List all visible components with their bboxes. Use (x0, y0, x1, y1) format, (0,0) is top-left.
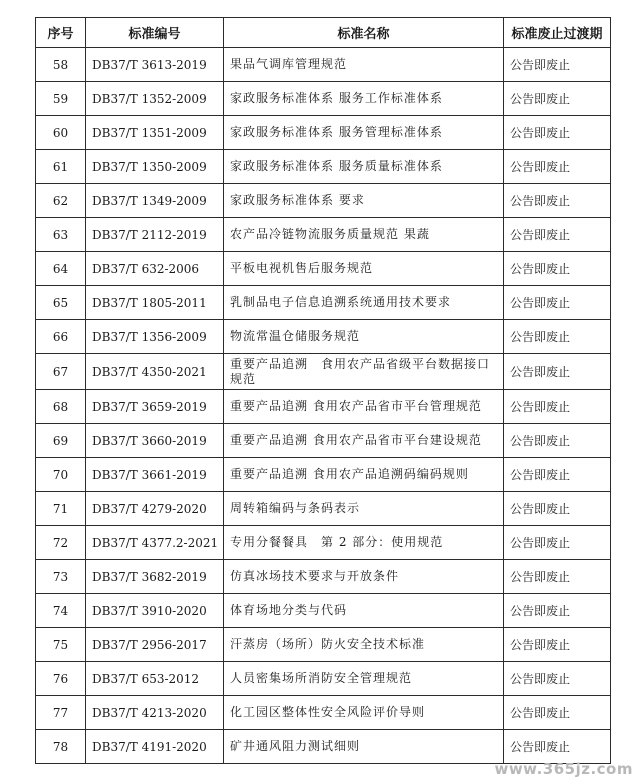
transition-period-cell: 公告即废止 (504, 458, 611, 492)
serial-number-cell: 64 (36, 252, 86, 286)
standard-name-cell: 周转箱编码与条码表示 (224, 492, 504, 526)
header-standard-code: 标准编号 (86, 18, 224, 48)
serial-number-cell: 76 (36, 662, 86, 696)
standard-code-cell: DB37/T 1351-2009 (86, 116, 224, 150)
standard-code-cell: DB37/T 3660-2019 (86, 424, 224, 458)
serial-number-cell: 75 (36, 628, 86, 662)
serial-number-cell: 58 (36, 48, 86, 82)
transition-period-cell: 公告即废止 (504, 218, 611, 252)
standard-code-cell: DB37/T 2956-2017 (86, 628, 224, 662)
transition-period-cell: 公告即废止 (504, 730, 611, 764)
table-row (36, 82, 611, 116)
table-row (36, 286, 611, 320)
serial-number-cell: 62 (36, 184, 86, 218)
table-row (36, 696, 611, 730)
standard-name-cell: 重要产品追溯 食用农产品追溯码编码规则 (224, 458, 504, 492)
table-row (36, 48, 611, 82)
transition-period-cell: 公告即废止 (504, 492, 611, 526)
serial-number-cell: 63 (36, 218, 86, 252)
transition-period-cell: 公告即废止 (504, 424, 611, 458)
standard-code-cell: DB37/T 4279-2020 (86, 492, 224, 526)
standard-code-cell: DB37/T 632-2006 (86, 252, 224, 286)
table-row (36, 218, 611, 252)
serial-number-cell: 74 (36, 594, 86, 628)
standard-name-cell: 家政服务标准体系 服务工作标准体系 (224, 82, 504, 116)
table-row (36, 628, 611, 662)
transition-period-cell: 公告即废止 (504, 354, 611, 390)
standard-code-cell: DB37/T 1352-2009 (86, 82, 224, 116)
table-row (36, 390, 611, 424)
standard-name-cell: 重要产品追溯 食用农产品省市平台建设规范 (224, 424, 504, 458)
standard-name-cell: 果品气调库管理规范 (224, 48, 504, 82)
watermark: www.365jz.com (494, 760, 633, 778)
header-row (36, 18, 611, 48)
table-row (36, 662, 611, 696)
serial-number-cell: 70 (36, 458, 86, 492)
serial-number-cell: 77 (36, 696, 86, 730)
transition-period-cell: 公告即废止 (504, 662, 611, 696)
transition-period-cell: 公告即废止 (504, 320, 611, 354)
standard-code-cell: DB37/T 4350-2021 (86, 354, 224, 390)
standard-name-cell: 家政服务标准体系 服务管理标准体系 (224, 116, 504, 150)
standard-code-cell: DB37/T 1350-2009 (86, 150, 224, 184)
transition-period-cell: 公告即废止 (504, 286, 611, 320)
header-transition-period: 标准废止过渡期 (504, 18, 611, 48)
header-standard-name: 标准名称 (224, 18, 504, 48)
transition-period-cell: 公告即废止 (504, 594, 611, 628)
standard-name-cell: 化工园区整体性安全风险评价导则 (224, 696, 504, 730)
transition-period-cell: 公告即废止 (504, 390, 611, 424)
standard-code-cell: DB37/T 1356-2009 (86, 320, 224, 354)
standard-code-cell: DB37/T 4191-2020 (86, 730, 224, 764)
standard-name-cell: 人员密集场所消防安全管理规范 (224, 662, 504, 696)
serial-number-cell: 61 (36, 150, 86, 184)
transition-period-cell: 公告即废止 (504, 184, 611, 218)
standard-name-cell: 重要产品追溯 食用农产品省市平台管理规范 (224, 390, 504, 424)
serial-number-cell: 60 (36, 116, 86, 150)
standard-name-cell: 家政服务标准体系 要求 (224, 184, 504, 218)
standard-code-cell: DB37/T 2112-2019 (86, 218, 224, 252)
standard-name-cell: 重要产品追溯 食用农产品省级平台数据接口规范 (224, 354, 504, 390)
serial-number-cell: 71 (36, 492, 86, 526)
standard-code-cell: DB37/T 3682-2019 (86, 560, 224, 594)
standards-table (35, 17, 611, 764)
table-row (36, 560, 611, 594)
transition-period-cell: 公告即废止 (504, 82, 611, 116)
table-row (36, 354, 611, 390)
serial-number-cell: 73 (36, 560, 86, 594)
table-row (36, 320, 611, 354)
standard-code-cell: DB37/T 3613-2019 (86, 48, 224, 82)
header-serial-number: 序号 (36, 18, 86, 48)
table-row (36, 150, 611, 184)
table-row (36, 730, 611, 764)
transition-period-cell: 公告即废止 (504, 696, 611, 730)
transition-period-cell: 公告即废止 (504, 48, 611, 82)
serial-number-cell: 65 (36, 286, 86, 320)
table-row (36, 252, 611, 286)
transition-period-cell: 公告即废止 (504, 252, 611, 286)
standard-name-cell: 专用分餐餐具 第 2 部分：使用规范 (224, 526, 504, 560)
table-row (36, 526, 611, 560)
serial-number-cell: 72 (36, 526, 86, 560)
table-row (36, 492, 611, 526)
transition-period-cell: 公告即废止 (504, 150, 611, 184)
standard-code-cell: DB37/T 3661-2019 (86, 458, 224, 492)
transition-period-cell: 公告即废止 (504, 526, 611, 560)
table-row (36, 458, 611, 492)
transition-period-cell: 公告即废止 (504, 560, 611, 594)
serial-number-cell: 67 (36, 354, 86, 390)
standard-name-cell: 仿真冰场技术要求与开放条件 (224, 560, 504, 594)
table-row (36, 116, 611, 150)
transition-period-cell: 公告即废止 (504, 628, 611, 662)
standard-code-cell: DB37/T 4213-2020 (86, 696, 224, 730)
standard-name-cell: 汗蒸房（场所）防火安全技术标准 (224, 628, 504, 662)
transition-period-cell: 公告即废止 (504, 116, 611, 150)
standard-code-cell: DB37/T 1349-2009 (86, 184, 224, 218)
serial-number-cell: 59 (36, 82, 86, 116)
standard-name-cell: 乳制品电子信息追溯系统通用技术要求 (224, 286, 504, 320)
standard-name-cell: 矿井通风阻力测试细则 (224, 730, 504, 764)
standard-name-cell: 体育场地分类与代码 (224, 594, 504, 628)
standard-code-cell: DB37/T 3910-2020 (86, 594, 224, 628)
standard-code-cell: DB37/T 4377.2-2021 (86, 526, 224, 560)
serial-number-cell: 78 (36, 730, 86, 764)
serial-number-cell: 66 (36, 320, 86, 354)
serial-number-cell: 69 (36, 424, 86, 458)
serial-number-cell: 68 (36, 390, 86, 424)
table-row (36, 424, 611, 458)
standard-name-cell: 家政服务标准体系 服务质量标准体系 (224, 150, 504, 184)
table-row (36, 594, 611, 628)
standard-code-cell: DB37/T 1805-2011 (86, 286, 224, 320)
standard-code-cell: DB37/T 3659-2019 (86, 390, 224, 424)
standard-name-cell: 农产品冷链物流服务质量规范 果蔬 (224, 218, 504, 252)
standard-name-cell: 平板电视机售后服务规范 (224, 252, 504, 286)
table-row (36, 184, 611, 218)
standard-name-cell: 物流常温仓储服务规范 (224, 320, 504, 354)
standard-code-cell: DB37/T 653-2012 (86, 662, 224, 696)
